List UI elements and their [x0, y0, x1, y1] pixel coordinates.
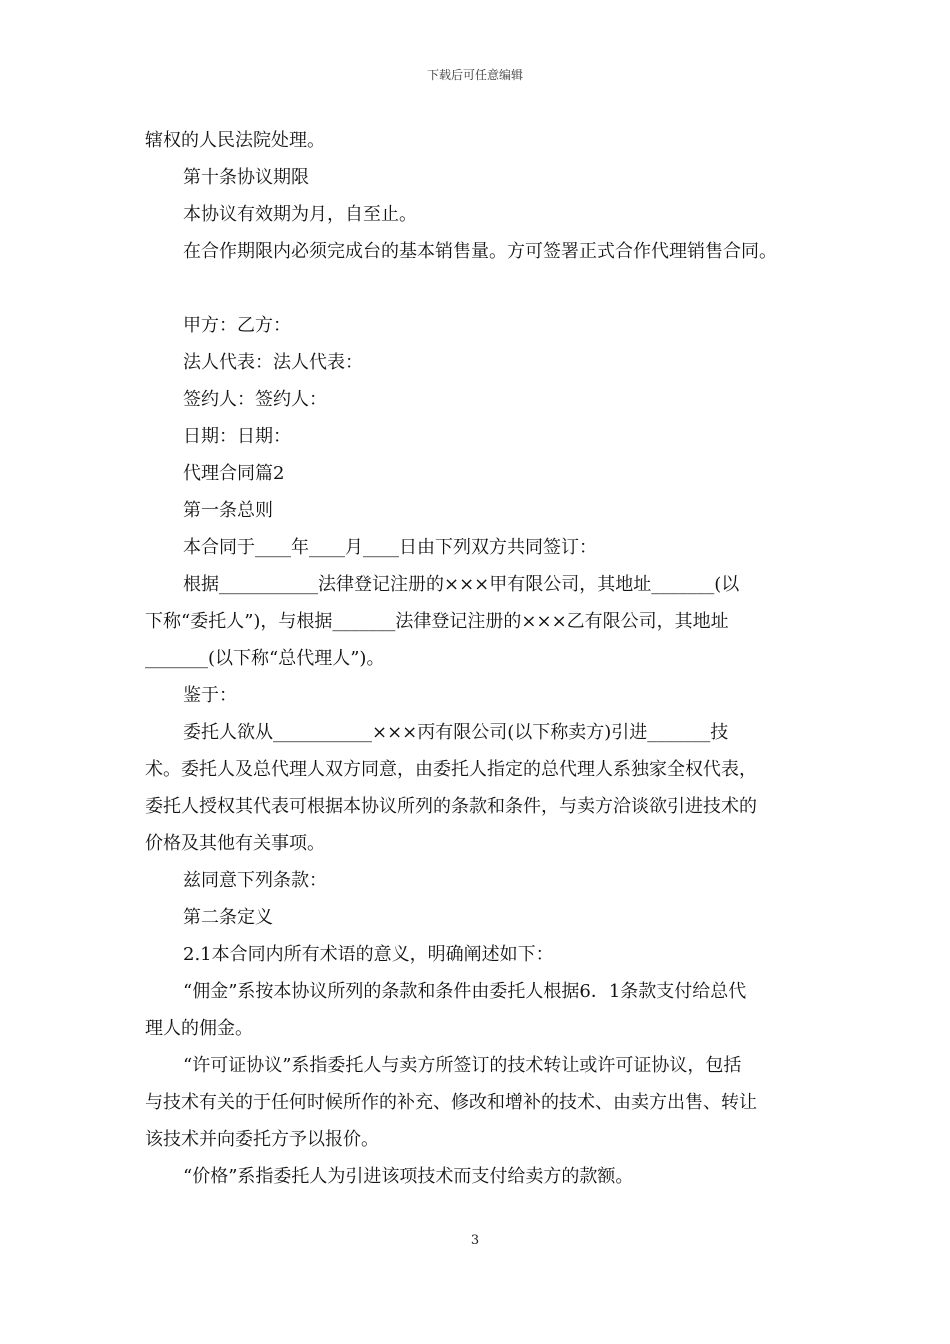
- paragraph-line: 下称“委托人”)，与根据_______法律登记注册的×××乙有限公司，其地址: [145, 611, 729, 632]
- paragraph-line: 委托人欲从___________×××丙有限公司(以下称卖方)引进_______技: [183, 722, 729, 743]
- paragraph-line: 根据___________法律登记注册的×××甲有限公司，其地址_______(以: [183, 574, 740, 595]
- section-heading: 第二条定义: [183, 907, 273, 928]
- paragraph-line: “许可证协议”系指委托人与卖方所签订的技术转让或许可证协议，包括: [183, 1055, 742, 1076]
- signature-line: 日期：日期：: [183, 426, 291, 447]
- paragraph-line: 兹同意下列条款：: [183, 870, 327, 891]
- section-heading: 第一条总则: [183, 500, 273, 521]
- blank-line: [145, 270, 825, 307]
- document-title: 代理合同篇2: [183, 463, 285, 484]
- paragraph-line: “佣金”系按本协议所列的条款和条件由委托人根据6．1条款支付给总代: [183, 981, 747, 1002]
- paragraph-line: 本合同于____年____月____日由下列双方共同签订：: [183, 537, 597, 558]
- paragraph-line: 与技术有关的于任何时候所作的补充、修改和增补的技术、由卖方出售、转让: [145, 1092, 757, 1113]
- paragraph-line: 2.1本合同内所有术语的意义，明确阐述如下：: [183, 944, 554, 965]
- paragraph-line: 鉴于：: [183, 685, 237, 706]
- signature-line: 签约人：签约人：: [183, 389, 327, 410]
- document-body: [145, 122, 825, 1195]
- signature-line: 甲方：乙方：: [183, 315, 291, 336]
- paragraph-line: 辖权的人民法院处理。: [145, 130, 325, 151]
- paragraph-line: 理人的佣金。: [145, 1018, 253, 1039]
- paragraph-line: _______(以下称“总代理人”)。: [145, 648, 385, 669]
- paragraph-line: 在合作期限内必须完成台的基本销售量。方可签署正式合作代理销售合同。: [183, 241, 777, 262]
- section-heading: 第十条协议期限: [183, 167, 309, 188]
- page-header: 下载后可任意编辑: [426, 68, 523, 82]
- paragraph-line: 术。委托人及总代理人双方同意，由委托人指定的总代理人系独家全权代表，: [145, 759, 757, 780]
- signature-line: 法人代表：法人代表：: [183, 352, 363, 373]
- paragraph-line: 本协议有效期为月，自至止。: [183, 204, 417, 225]
- paragraph-line: “价格”系指委托人为引进该项技术而支付给卖方的款额。: [183, 1166, 634, 1187]
- paragraph-line: 该技术并向委托方予以报价。: [145, 1129, 379, 1150]
- paragraph-line: 价格及其他有关事项。: [145, 833, 325, 854]
- page-number: 3: [470, 1233, 480, 1248]
- paragraph-line: 委托人授权其代表可根据本协议所列的条款和条件，与卖方洽谈欲引进技术的: [145, 796, 757, 817]
